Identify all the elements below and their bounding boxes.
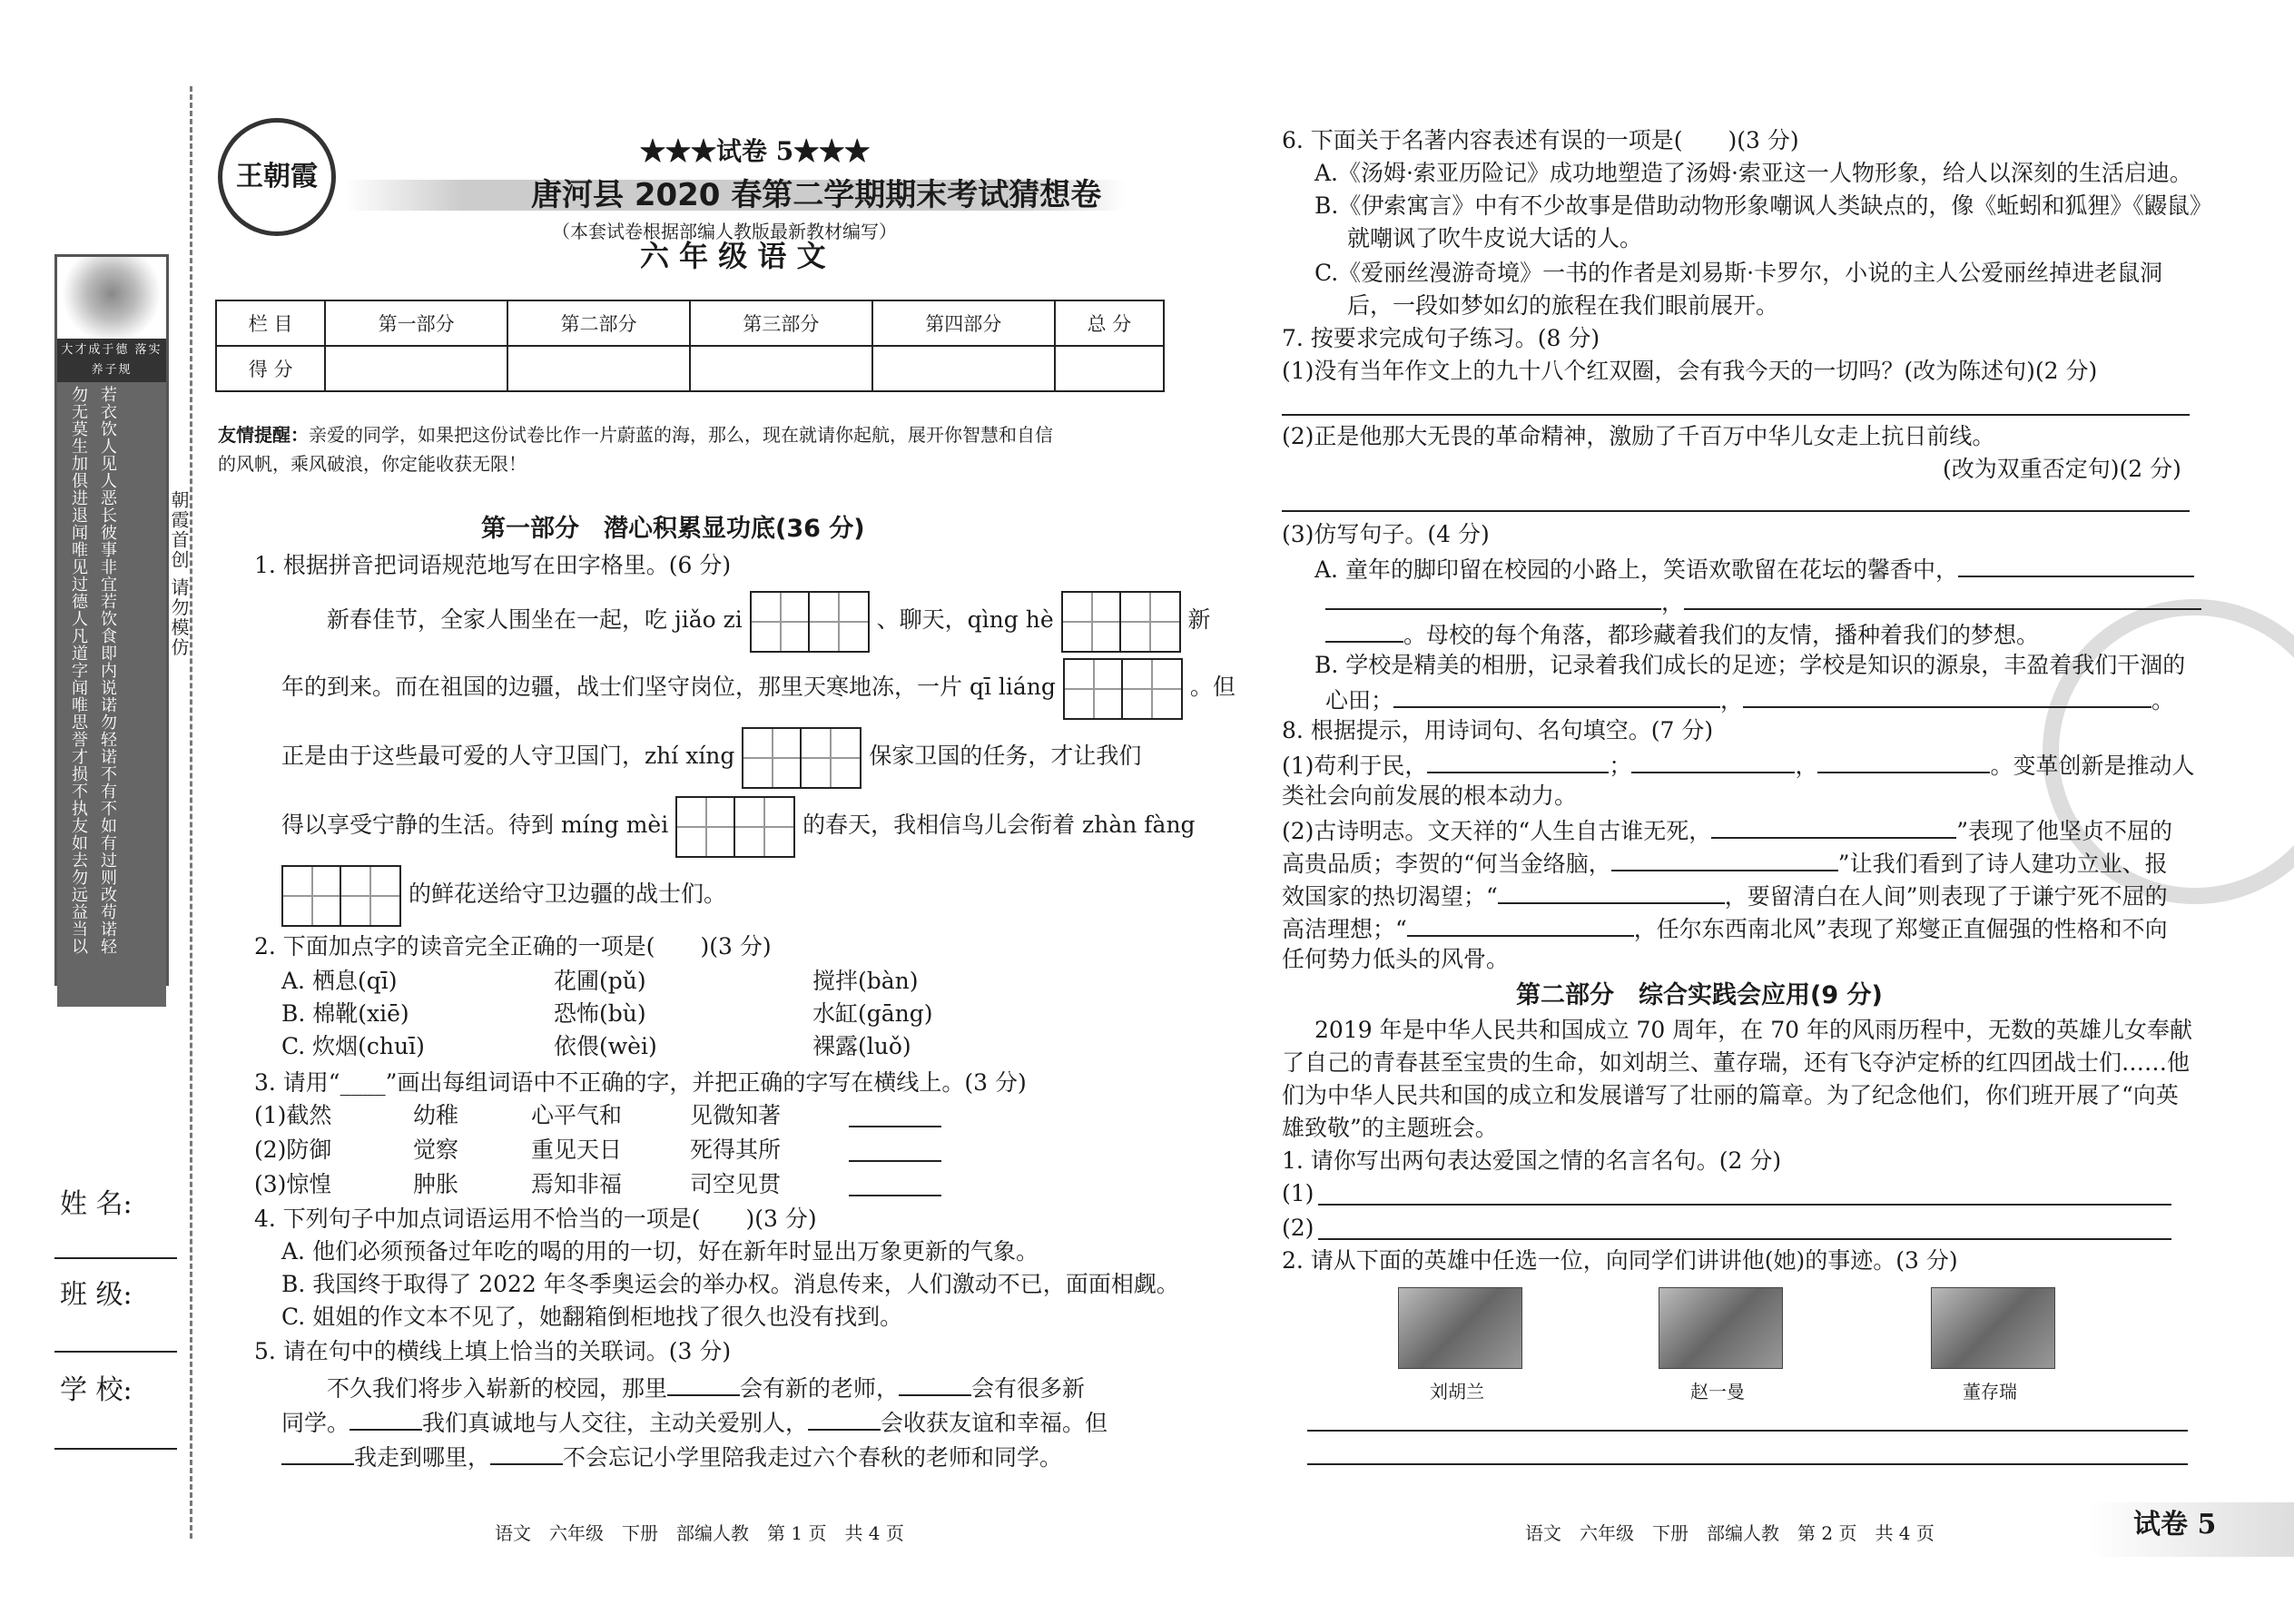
q8-l4: 效国家的热切渴望；“ ，要留清白在人间”则表现了于谦宁死不屈的 xyxy=(1282,879,2168,912)
q7-blank[interactable] xyxy=(1743,683,2151,708)
score-cell[interactable] xyxy=(507,346,690,391)
pinyin-grid[interactable] xyxy=(675,796,795,858)
exam-title: 唐河县 2020 春第二学期期末考试猜想卷 xyxy=(531,177,1102,213)
paper-number: ★★★试卷 5★★★ xyxy=(640,136,871,166)
name-label: 姓 名: xyxy=(60,1188,133,1220)
part2-q1a: (1) xyxy=(1282,1180,1314,1206)
part2-answer-line[interactable] xyxy=(1307,1463,2188,1465)
q3-word: 司空见贯 xyxy=(690,1171,782,1197)
sidebar-panel xyxy=(54,254,169,986)
q5-blank[interactable] xyxy=(281,1440,354,1465)
q2-stem: 2. 下面加点字的读音完全正确的一项是( )(3 分) xyxy=(254,933,772,960)
score-row-label: 得 分 xyxy=(216,346,325,391)
q3-stem: 3. 请用“____”画出每组词语中不正确的字，并把正确的字写在横线上。(3 分) xyxy=(254,1069,1027,1096)
q3-answer-line[interactable] xyxy=(849,1195,941,1196)
q8-l5: 高洁理想；“ ，任尔东西南北风”表现了郑燮正直倔强的性格和不向 xyxy=(1282,911,2168,945)
q2-option-b1: B. 棉靴(xiē) xyxy=(281,1000,409,1027)
brand-logo: 王朝霞 xyxy=(218,118,336,236)
q7-stem: 7. 按要求完成句子练习。(8 分) xyxy=(1282,325,1600,351)
q6-option-a: A.《汤姆·索亚历险记》成功地塑造了汤姆·索亚这一人物形象，给人以深刻的生活启迪。 xyxy=(1314,160,2192,186)
q8-l3: 高贵品质；李贺的“何当金络脑， ”让我们看到了诗人建功立业、报 xyxy=(1282,846,2168,880)
score-cell[interactable] xyxy=(1055,346,1164,391)
q8-blank[interactable] xyxy=(1498,879,1725,904)
q8-l6: 任何势力低头的风骨。 xyxy=(1282,946,1510,972)
footer-left: 语文 六年级 下册 部编人教 第 1 页 共 4 页 xyxy=(495,1522,904,1544)
q3-answer-line[interactable] xyxy=(849,1160,941,1162)
q3-word: 肿胀 xyxy=(413,1171,459,1197)
q1-line5: 的鲜花送给守卫边疆的战士们。 xyxy=(281,862,726,927)
score-header-cell: 第二部分 xyxy=(507,300,690,346)
q8-blank[interactable] xyxy=(1611,846,1838,871)
sidebar-verses: 若衣饮人见人恶长彼事非宜 若饮食即内说诺勿轻诺 不有不如有过则改苟诺轻 勿无莫生加俱进退闻唯见 过德人凡道字闻唯思誉才 损不执友如去勿远益当以 xyxy=(57,382,166,1007)
q3-word: (3)惊惶 xyxy=(254,1171,332,1197)
q7-blank[interactable] xyxy=(1325,585,1661,610)
q5-blank[interactable] xyxy=(490,1440,563,1465)
q2-option-b2: 恐怖(bù) xyxy=(554,1000,646,1027)
q3-word: 幼稚 xyxy=(413,1102,459,1128)
q2-option-a3: 搅拌(bàn) xyxy=(812,968,919,994)
mascot-icon xyxy=(57,257,166,339)
reminder-line1: 友情提醒：亲爱的同学，如果把这份试卷比作一片蔚蓝的海，那么，现在就请你起航，展开你智慧和自信 xyxy=(218,424,1053,446)
score-header-cell: 第三部分 xyxy=(690,300,872,346)
hero-photo-liu xyxy=(1398,1287,1522,1369)
q4-stem: 4. 下列句子中加点词语运用不恰当的一项是( )(3 分) xyxy=(254,1206,817,1232)
q6-option-b1: B.《伊索寓言》中有不少故事是借助动物形象嘲讽人类缺点的，像《蚯蚓和狐狸》《鼹鼠》 xyxy=(1314,192,2212,219)
part1-heading: 第一部分 潜心积累显功底(36 分) xyxy=(481,515,865,543)
score-cell[interactable] xyxy=(325,346,507,391)
part2-para4: 雄致敬”的主题班会。 xyxy=(1282,1115,1498,1141)
name-field[interactable] xyxy=(54,1257,177,1259)
q7-s1: (1)没有当年作文上的九十八个红双圈，会有我今天的一切吗？(改为陈述句)(2 分) xyxy=(1282,358,2098,384)
score-header-cell: 总 分 xyxy=(1055,300,1164,346)
part2-heading: 第二部分 综合实践会应用(9 分) xyxy=(1516,981,1883,1009)
q7-s3b2: 心田； ， 。 xyxy=(1325,683,2174,716)
q7-answer-line[interactable] xyxy=(1282,510,2190,512)
q8-blank[interactable] xyxy=(1711,813,1956,839)
q5-line1: 不久我们将步入崭新的校园，那里 会有新的老师， 会有很多新 xyxy=(327,1371,1085,1404)
q2-option-c3: 裸露(luǒ) xyxy=(812,1033,911,1059)
q2-option-c2: 依偎(wèi) xyxy=(554,1033,657,1059)
part2-q2: 2. 请从下面的英雄中任选一位，向同学们讲讲他(她)的事迹。(3 分) xyxy=(1282,1247,1958,1274)
q1-line1: 新春佳节，全家人围坐在一起，吃 jiǎo zi 、聊天，qìng hè 新 xyxy=(327,588,1211,653)
class-field[interactable] xyxy=(54,1351,177,1353)
q8-stem: 8. 根据提示，用诗词句、名句填空。(7 分) xyxy=(1282,717,1714,743)
q6-option-c1: C.《爱丽丝漫游奇境》一书的作者是刘易斯·卡罗尔，小说的主人公爱丽丝掉进老鼠洞 xyxy=(1314,260,2163,286)
q1-line4: 得以享受宁静的生活。待到 míng mèi 的春天，我相信鸟儿会衔着 zhàn fàng xyxy=(281,793,1196,858)
q2-option-b3: 水缸(gāng) xyxy=(812,1000,933,1027)
part2-answer-line[interactable] xyxy=(1307,1430,2188,1432)
hero-caption: 刘胡兰 xyxy=(1430,1381,1484,1403)
part2-q1b: (2) xyxy=(1282,1215,1314,1241)
q4-option-c: C. 姐姐的作文本不见了，她翻箱倒柜地找了很久也没有找到。 xyxy=(281,1304,903,1330)
q3-word: 死得其所 xyxy=(690,1137,782,1163)
part2-q1: 1. 请你写出两句表达爱国之情的名言名句。(2 分) xyxy=(1282,1147,1782,1174)
q3-word: 重见天日 xyxy=(531,1137,623,1163)
school-field[interactable] xyxy=(54,1448,177,1450)
hero-caption: 赵一曼 xyxy=(1690,1381,1745,1403)
q8-blank[interactable] xyxy=(1427,748,1609,773)
q8-blank[interactable] xyxy=(1817,748,1990,773)
q6-option-b2: 就嘲讽了吹牛皮说大话的人。 xyxy=(1347,225,1643,251)
q3-word: 见微知著 xyxy=(690,1102,782,1128)
sidebar-motto: 大才成于德 落实养子规 xyxy=(57,339,166,382)
score-header-cell: 第一部分 xyxy=(325,300,507,346)
q8-l1c: 类社会向前发展的根本动力。 xyxy=(1282,782,1578,809)
q1-stem: 1. 根据拼音把词语规范地写在田字格里。(6 分) xyxy=(254,552,732,578)
q2-option-a2: 花圃(pǔ) xyxy=(554,968,646,994)
q2-option-c1: C. 炊烟(chuī) xyxy=(281,1033,425,1059)
q5-blank[interactable] xyxy=(350,1405,422,1431)
part2-answer-line[interactable] xyxy=(1318,1204,2171,1206)
q8-l2: (2)古诗明志。文天祥的“人生自古谁无死， ”表现了他坚贞不屈的 xyxy=(1282,813,2172,847)
q7-answer-line[interactable] xyxy=(1282,414,2190,416)
q7-s2: (2)正是他那大无畏的革命精神，激励了千百万中华儿女走上抗日前线。 xyxy=(1282,423,1995,449)
paper-badge: 试卷 5 xyxy=(2133,1509,2217,1540)
q4-option-b: B. 我国终于取得了 2022 年冬季奥运会的举办权。消息传来，人们激动不已，面面相觑。 xyxy=(281,1271,1179,1297)
q7-s3a-blanks: ， xyxy=(1325,585,2201,618)
part2-para3: 们为中华人民共和国的成立和发展谱写了壮丽的篇章。为了纪念他们，你们班开展了“向英 xyxy=(1282,1082,2179,1108)
q3-word: 心平气和 xyxy=(531,1102,623,1128)
q5-blank[interactable] xyxy=(899,1371,971,1396)
q3-word: 觉察 xyxy=(413,1137,459,1163)
q1-line3: 正是由于这些最可爱的人守卫国门，zhí xíng 保家卫国的任务，才让我们 xyxy=(281,724,1141,789)
score-cell[interactable] xyxy=(872,346,1055,391)
q5-blank[interactable] xyxy=(667,1371,740,1396)
pinyin-grid[interactable] xyxy=(1061,591,1181,653)
score-cell[interactable] xyxy=(690,346,872,391)
q8-blank[interactable] xyxy=(1631,748,1795,773)
exam-subtitle: （本套试卷根据部编人教版最新教材编写） xyxy=(552,221,897,242)
q7-blank[interactable] xyxy=(1958,552,2194,577)
score-header-cell: 第四部分 xyxy=(872,300,1055,346)
q3-word: (1)截然 xyxy=(254,1102,332,1128)
q7-s2b: (改为双重否定句)(2 分) xyxy=(1943,456,2181,482)
q7-s3: (3)仿写句子。(4 分) xyxy=(1282,521,1490,547)
part2-answer-line[interactable] xyxy=(1318,1238,2171,1240)
q8-l1: (1)苟利于民， ； ， 。变革创新是推动人 xyxy=(1282,748,2194,782)
q8-blank[interactable] xyxy=(1407,911,1634,937)
score-header-cell: 栏 目 xyxy=(216,300,325,346)
q7-s3a2: 。母校的每个角落，都珍藏着我们的友情，播种着我们的梦想。 xyxy=(1325,617,2039,651)
q5-stem: 5. 请在句中的横线上填上恰当的关联词。(3 分) xyxy=(254,1338,732,1364)
q7-blank[interactable] xyxy=(1393,683,1720,708)
class-label: 班 级: xyxy=(60,1279,133,1311)
q5-line2: 同学。 我们真诚地与人交往，主动关爱别人， 会收获友谊和幸福。但 xyxy=(281,1405,1108,1439)
q4-option-a: A. 他们必须预备过年吃的喝的用的一切，好在新年时显出万象更新的气象。 xyxy=(281,1238,1039,1265)
q7-s3b1: B. 学校是精美的相册，记录着我们成长的足迹；学校是知识的源泉，丰盈着我们干涸的 xyxy=(1314,652,2186,678)
score-table xyxy=(215,300,1165,392)
q3-answer-line[interactable] xyxy=(849,1126,941,1127)
q3-word: (2)防御 xyxy=(254,1137,332,1163)
hero-caption: 董存瑞 xyxy=(1963,1381,2017,1403)
q5-line3: 我走到哪里， 不会忘记小学里陪我走过六个春秋的老师和同学。 xyxy=(281,1440,1062,1473)
q3-word: 焉知非福 xyxy=(531,1171,623,1197)
vertical-copyright: 朝霞首创 请勿模仿 xyxy=(168,490,190,658)
q5-blank[interactable] xyxy=(808,1405,881,1431)
q1-line2: 年的到来。而在祖国的边疆，战士们坚守岗位，那里天寒地冻，一片 qī liáng 。但 xyxy=(281,655,1236,720)
part2-para2: 了自己的青春甚至宝贵的生命，如刘胡兰、董存瑞，还有飞夺泸定桥的红四团战士们……他 xyxy=(1282,1049,2191,1076)
q2-option-a1: A. 栖息(qī) xyxy=(281,968,398,994)
part2-para1: 2019 年是中华人民共和国成立 70 周年，在 70 年的风雨历程中，无数的英雄儿女奉献 xyxy=(1314,1017,2192,1043)
q6-stem: 6. 下面关于名著内容表述有误的一项是( )(3 分) xyxy=(1282,127,1799,153)
pinyin-grid[interactable] xyxy=(750,591,870,653)
reminder-line2: 的风帆，乘风破浪，你定能收获无限！ xyxy=(218,453,527,475)
school-label: 学 校: xyxy=(60,1374,133,1406)
pinyin-grid[interactable] xyxy=(1063,658,1183,720)
q7-s3a: A. 童年的脚印留在校园的小路上，笑语欢歌留在花坛的馨香中， xyxy=(1314,552,2194,586)
hero-photo-zhao xyxy=(1659,1287,1783,1369)
q6-option-c2: 后，一段如梦如幻的旅程在我们眼前展开。 xyxy=(1347,292,1779,319)
footer-right: 语文 六年级 下册 部编人教 第 2 页 共 4 页 xyxy=(1525,1522,1935,1544)
fold-line xyxy=(190,86,192,1539)
pinyin-grid[interactable] xyxy=(281,865,401,927)
pinyin-grid[interactable] xyxy=(742,727,861,789)
q7-blank[interactable] xyxy=(1684,585,2201,610)
subject-title: 六 年 级 语 文 xyxy=(640,239,826,273)
hero-photo-dong xyxy=(1931,1287,2055,1369)
q7-blank[interactable] xyxy=(1325,617,1403,643)
